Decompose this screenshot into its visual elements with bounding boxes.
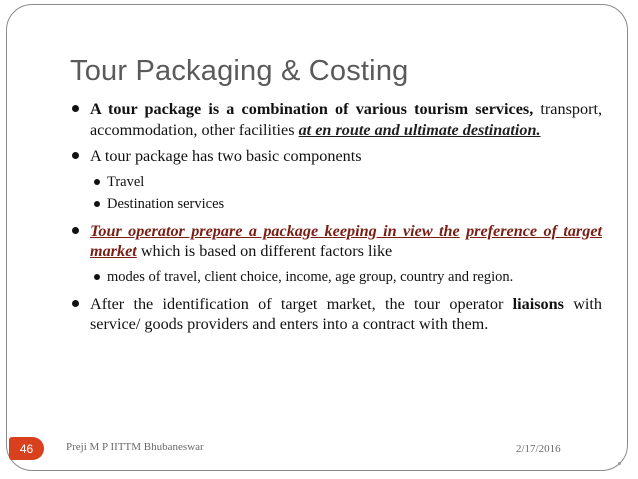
sub-bullet-text: modes of travel, client choice, income, age group, country and region. <box>107 268 514 285</box>
bullet-emphasis: preference of target market <box>90 221 603 260</box>
bullet-bold-term: liaisons <box>512 294 564 313</box>
bullet-dot-icon <box>72 152 79 159</box>
bullet-emphasis: Tour operator prepare a package keeping in view the <box>90 221 460 240</box>
sub-bullet-travel <box>94 173 602 192</box>
page-number-badge: 46 <box>9 437 44 460</box>
footer-author: Preji M P IITTM Bhubaneswar <box>66 441 204 453</box>
bullet-dot-icon <box>72 300 79 307</box>
sub-bullet-destination <box>94 195 602 214</box>
bullet-liaisons <box>72 294 602 335</box>
sub-bullet-factors <box>94 268 602 287</box>
bullet-components <box>72 146 602 167</box>
bullet-text: which is based on different factors like <box>136 242 393 260</box>
bullet-dot-icon <box>72 227 79 234</box>
bullet-lead-text: A tour package is a combination of various tourism services, <box>90 100 534 118</box>
bullet-text: A tour package has two basic components <box>90 147 362 165</box>
bullet-text: After the identification of target market, the tour operator <box>90 294 513 313</box>
sub-bullet-text: Travel <box>107 173 145 190</box>
slide-content <box>72 99 602 341</box>
footer-date: 2/17/2016 <box>516 443 561 455</box>
bullet-dot-icon <box>94 201 100 207</box>
bullet-emphasis: at en route and ultimate destination. <box>298 120 541 139</box>
bullet-dot-icon <box>94 274 100 280</box>
bullet-tour-operator <box>72 221 602 262</box>
bullet-dot-icon <box>94 179 100 185</box>
bullet-text: transport, accommodation, other facilities <box>90 100 603 139</box>
bullet-package-definition <box>72 99 602 140</box>
bullet-text: with service/ goods providers and enters into a contract with them. <box>90 294 603 333</box>
slide-title: Tour Packaging & Costing <box>70 55 409 87</box>
corner-dot <box>618 462 621 465</box>
bullet-dot-icon <box>72 105 79 112</box>
sub-bullet-text: Destination services <box>107 195 225 212</box>
